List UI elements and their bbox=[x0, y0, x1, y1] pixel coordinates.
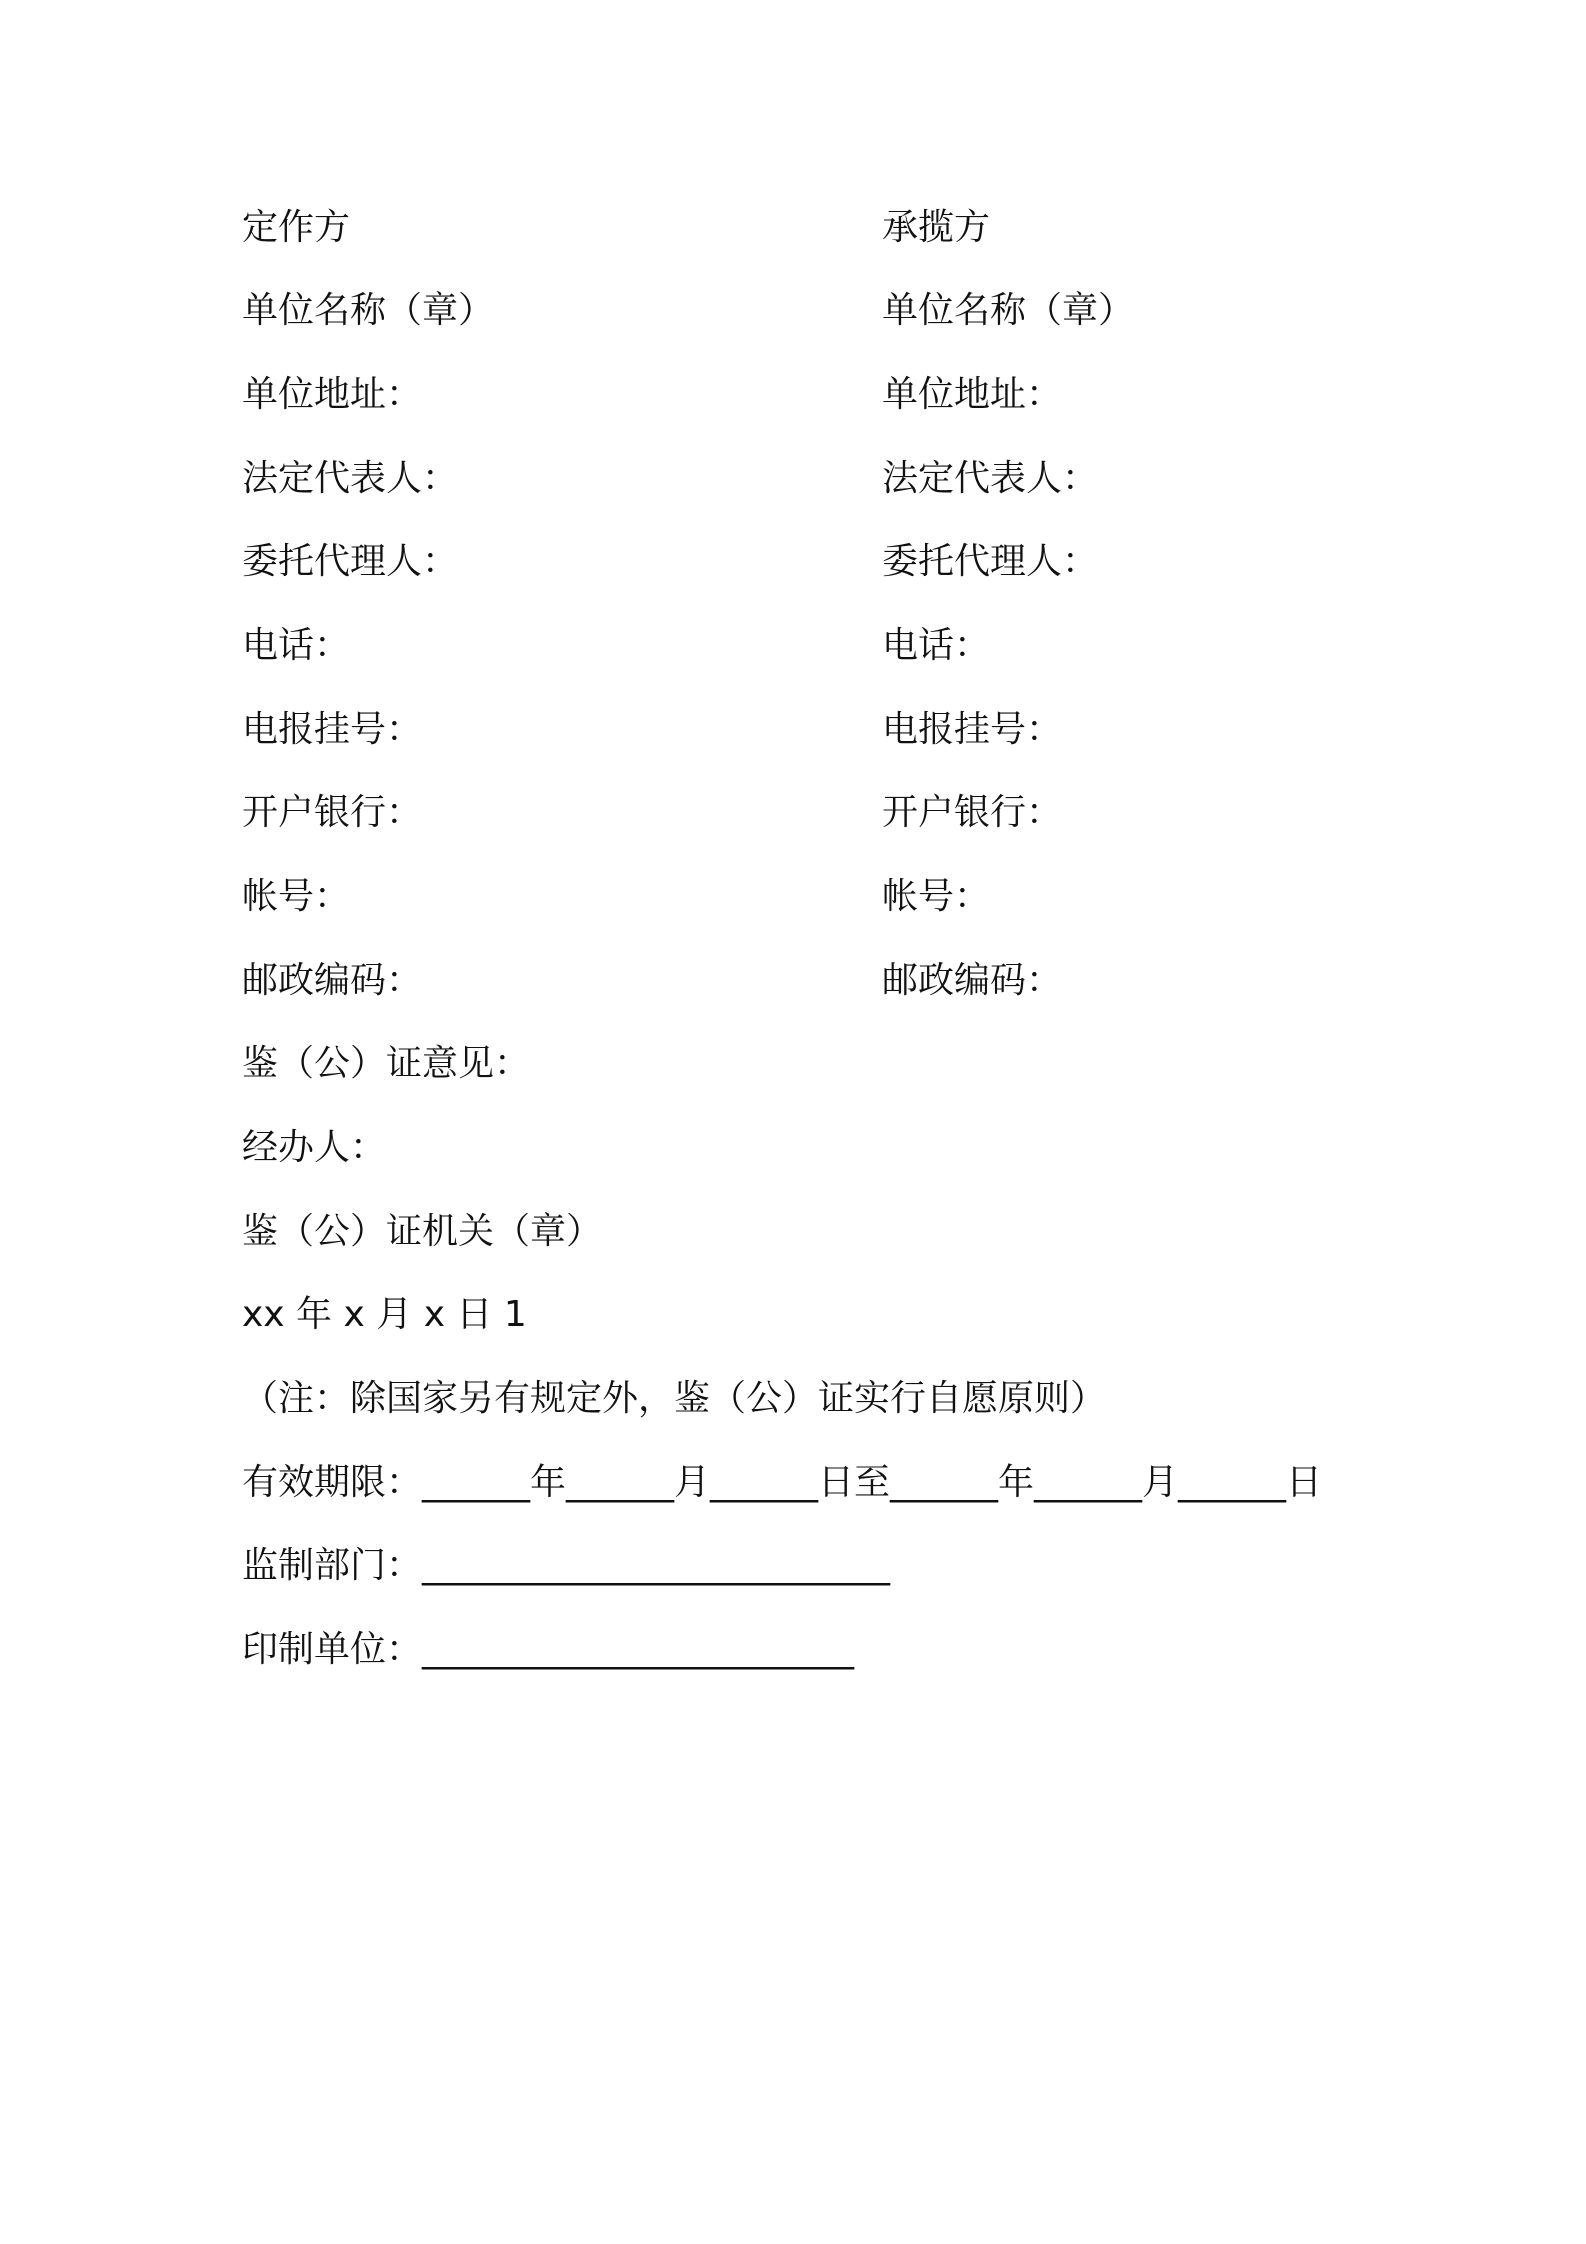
ordering-legal-rep-label: 法定代表人： bbox=[242, 458, 459, 499]
party-row bbox=[242, 700, 1392, 760]
party-row bbox=[242, 449, 1392, 509]
supervising-department-line: 监制部门：__________________________ bbox=[242, 1545, 891, 1586]
contractor-phone-label: 电话： bbox=[882, 625, 991, 666]
party-row bbox=[242, 867, 1392, 927]
contractor-company-name-label: 单位名称（章） bbox=[882, 290, 1135, 331]
contractor-address-label: 单位地址： bbox=[882, 374, 1063, 415]
notary-handler-label: 经办人： bbox=[242, 1127, 387, 1168]
ordering-address-label: 单位地址： bbox=[242, 374, 423, 415]
ordering-agent-label: 委托代理人： bbox=[242, 541, 459, 582]
party-row bbox=[242, 198, 1392, 258]
notary-note: （注：除国家另有规定外，鉴（公）证实行自愿原则） bbox=[242, 1378, 1107, 1419]
contractor-telegraph-label: 电报挂号： bbox=[882, 709, 1063, 750]
notary-authority-label: 鉴（公）证机关（章） bbox=[242, 1211, 603, 1252]
party-row bbox=[242, 951, 1392, 1011]
party-row bbox=[242, 281, 1392, 341]
validity-period-line: 有效期限：______年______月______日至______年______月______日 bbox=[242, 1462, 1323, 1503]
ordering-party-heading: 定作方 bbox=[242, 207, 351, 248]
contractor-account-label: 帐号： bbox=[882, 876, 991, 917]
printing-unit-line: 印制单位：________________________ bbox=[242, 1629, 855, 1670]
party-row bbox=[242, 365, 1392, 425]
party-row bbox=[242, 532, 1392, 592]
ordering-account-label: 帐号： bbox=[242, 876, 351, 917]
notary-opinion-label: 鉴（公）证意见： bbox=[242, 1043, 531, 1084]
contractor-party-heading: 承揽方 bbox=[882, 207, 991, 248]
ordering-phone-label: 电话： bbox=[242, 625, 351, 666]
ordering-postcode-label: 邮政编码： bbox=[242, 960, 423, 1001]
ordering-company-name-label: 单位名称（章） bbox=[242, 290, 495, 331]
notary-date: xx 年 x 月 x 日 1 bbox=[242, 1294, 527, 1335]
contractor-bank-label: 开户银行： bbox=[882, 792, 1063, 833]
contractor-legal-rep-label: 法定代表人： bbox=[882, 458, 1099, 499]
contractor-postcode-label: 邮政编码： bbox=[882, 960, 1063, 1001]
party-row bbox=[242, 616, 1392, 676]
ordering-bank-label: 开户银行： bbox=[242, 792, 423, 833]
contractor-agent-label: 委托代理人： bbox=[882, 541, 1099, 582]
party-row bbox=[242, 783, 1392, 843]
ordering-telegraph-label: 电报挂号： bbox=[242, 709, 423, 750]
